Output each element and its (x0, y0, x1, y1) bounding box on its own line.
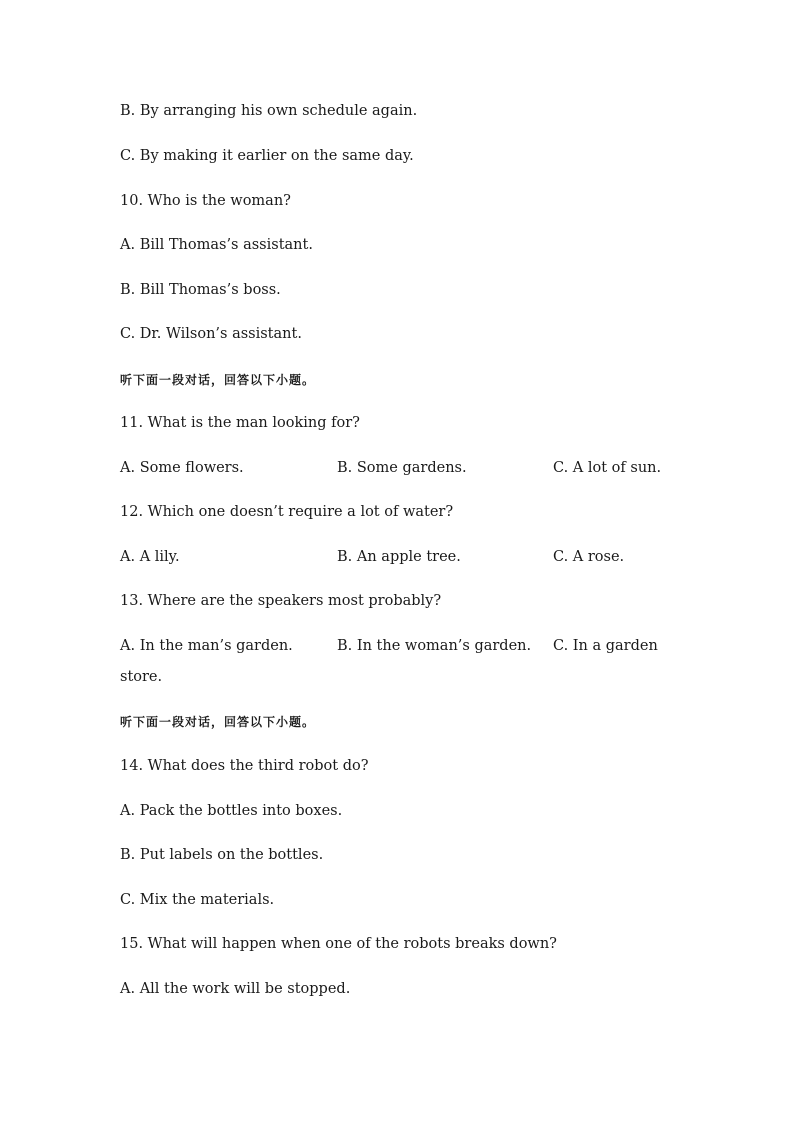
options-row-12 (0, 548, 794, 566)
option-10a: A. Bill Thomas’s assistant. (120, 237, 313, 253)
option-15a: A. All the work will be stopped. (120, 981, 351, 997)
option-13b: B. In the woman’s garden. (337, 638, 532, 654)
option-9b: B. By arranging his own schedule again. (120, 103, 418, 119)
option-12c: C. A rose. (553, 549, 625, 565)
option-12b: B. An apple tree. (337, 549, 461, 565)
question-10: 10. Who is the woman? (120, 193, 291, 209)
question-15: 15. What will happen when one of the robots breaks down? (120, 936, 557, 952)
section-instruction: 听下面一段对话，回答以下小题。 (120, 715, 316, 729)
option-12a: A. A lily. (120, 549, 180, 565)
question-14: 14. What does the third robot do? (120, 758, 369, 774)
section-instruction: 听下面一段对话，回答以下小题。 (120, 373, 316, 387)
option-13c: C. In a garden (553, 638, 658, 654)
question-11: 11. What is the man looking for? (120, 415, 360, 431)
question-12: 12. Which one doesn’t require a lot of water? (120, 504, 454, 520)
option-11c: C. A lot of sun. (553, 460, 662, 476)
question-13: 13. Where are the speakers most probably? (120, 593, 442, 609)
option-13a: A. In the man’s garden. (120, 638, 293, 654)
option-11a: A. Some flowers. (120, 460, 244, 476)
option-14a: A. Pack the bottles into boxes. (120, 803, 343, 819)
options-row-11 (0, 459, 794, 477)
option-14c: C. Mix the materials. (120, 892, 275, 908)
option-10c: C. Dr. Wilson’s assistant. (120, 326, 302, 342)
options-row-13 (0, 637, 794, 655)
option-14b: B. Put labels on the bottles. (120, 847, 324, 863)
option-13c-continuation: store. (120, 669, 163, 685)
option-9c: C. By making it earlier on the same day. (120, 148, 414, 164)
option-10b: B. Bill Thomas’s boss. (120, 282, 281, 298)
option-11b: B. Some gardens. (337, 460, 467, 476)
